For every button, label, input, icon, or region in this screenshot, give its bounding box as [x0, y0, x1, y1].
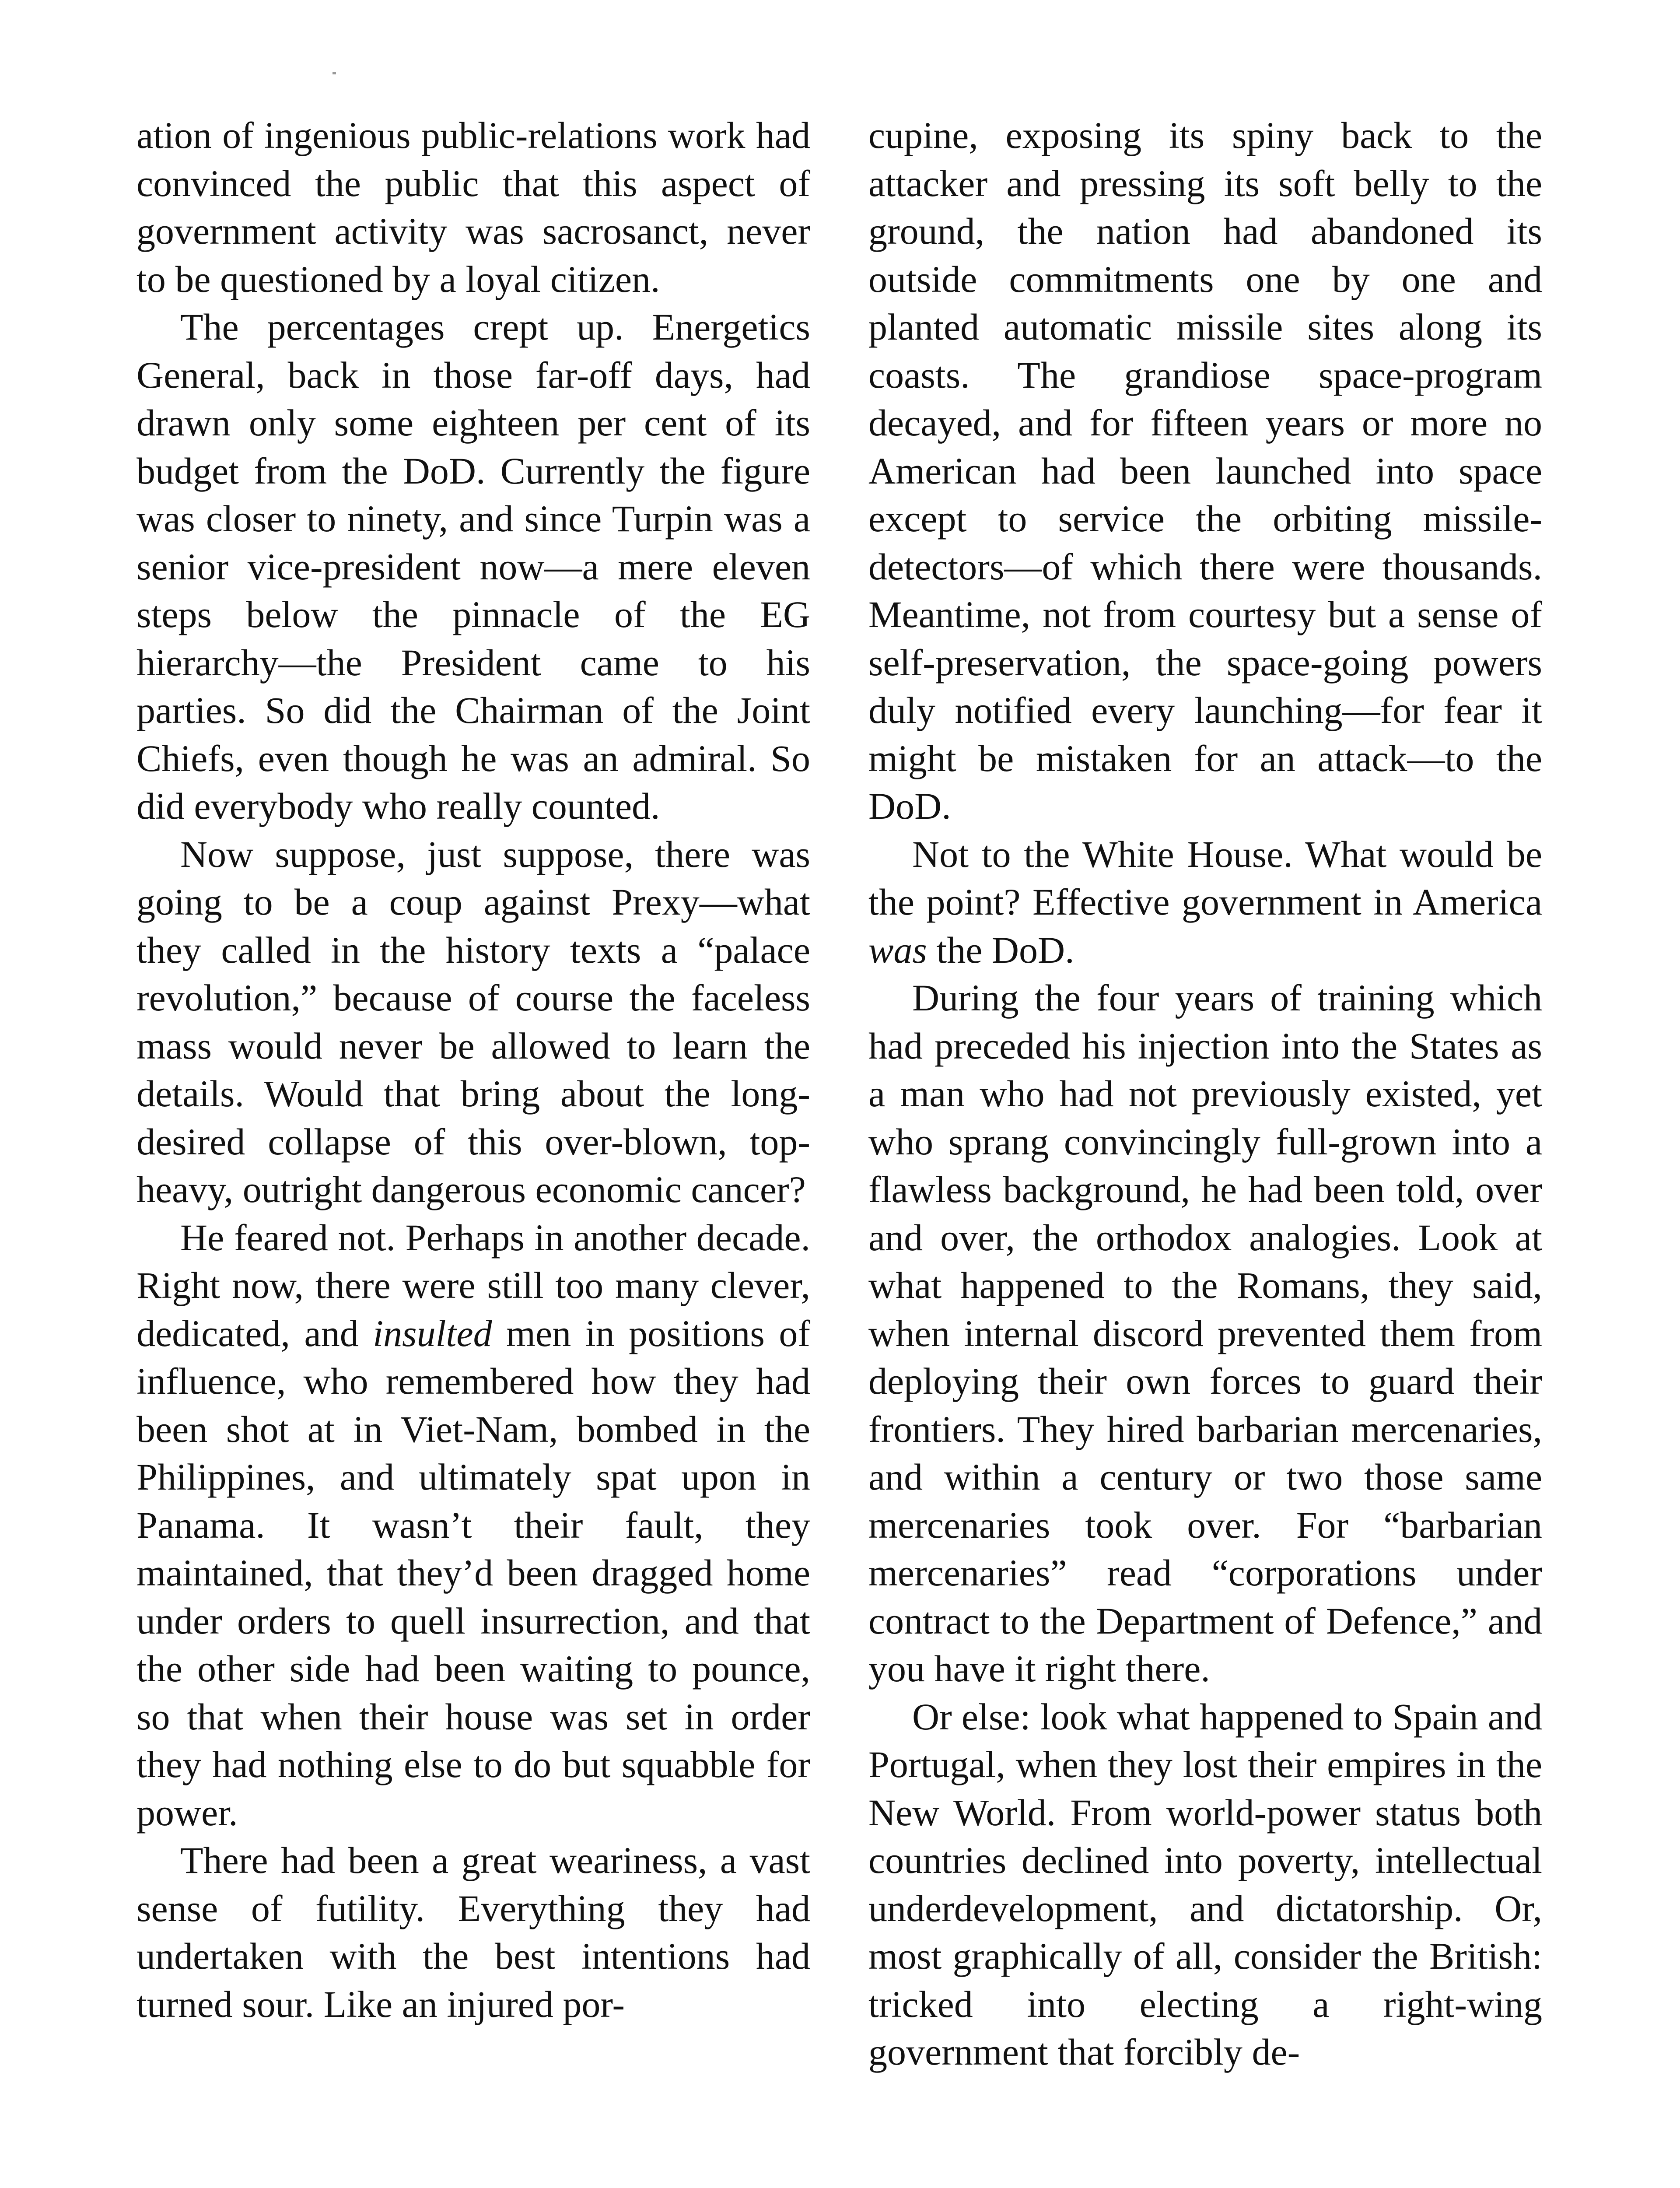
paragraph: During the four years of training which had preceded his injection into the States as a man who had not previously existed, yet who sprang convincingly full-grown into a flawless background, he had been told, over and over, the orthodox analogies. Look at what happened to the Romans, they said, when internal discord prevented them from deploying their own forces to guard their frontiers. They hired barbarian mercenaries, and within a century or two those same mercenaries took over. For “barbarian mercenaries” read “corporations under contract to the Department of Defence,” and you have it right there. — [868, 977, 1542, 1690]
paragraph: cupine, exposing its spiny back to the attacker and pressing its soft belly to the ground, the nation had abandoned its outside commitments one by one and planted automatic missile sites along its coasts. The grandiose space-program decayed, and for fifteen years or more no American had been launched into space except to service the orbiting missile-detectors—of which there were thousands. Meantime, not from courtesy but a sense of self-preservation, the space-going powers duly notified every launching—for fear it might be mistaken for an attack—to the DoD. — [868, 114, 1542, 827]
paragraph-text: Not to the White House. What would be the point? Effective government in America — [868, 833, 1542, 923]
paragraph: There had been a great weariness, a vast sense of futility. Everything they had undertaken with the best intentions had turned sour. Like an injured por- — [136, 1839, 810, 2025]
print-speck — [332, 72, 336, 74]
paragraph: ation of ingenious public-relations work had convinced the public that this aspect of government activity was sacrosanct, never to be questioned by a loyal citizen. — [136, 114, 810, 300]
paragraph: Now suppose, just suppose, there was going to be a coup against Prexy—what they called in the history texts a “palace revolution,” because of course the faceless mass would never be allowed to learn the details. Would that bring about the long-desired collapse of this over-blown, top-heavy, outright dangerous economic cancer? — [136, 833, 810, 1210]
text-column-right — [868, 112, 1542, 2076]
paragraph: Or else: look what happened to Spain and Portugal, when they lost their empires in the New World. From world-power status both countries declined into poverty, intellectual underdevelopment, and dictatorship. Or, most graphically of all, consider the British: tricked into electing a right-wing government that forcibly de- — [868, 1695, 1542, 2073]
text-column-left — [136, 112, 810, 2028]
paragraph-text: the DoD. — [927, 929, 1074, 971]
paragraph-text: men in positions of influence, who remembered how they had been shot at in Viet-Nam, bombed in the Philippines, and ultimately spat upon in Panama. It wasn’t their fault, they maintained, that they’d been dragged home under orders to quell insurrection, and that the other side had been waiting to pounce, so that when their house was set in order they had nothing else to do but squabble for power. — [136, 1312, 810, 1834]
paragraph: The percentages crept up. Energetics General, back in those far-off days, had drawn only some eighteen per cent of its budget from the DoD. Currently the figure was closer to ninety, and since Turpin was a senior vice-president now—a mere eleven steps below the pinnacle of the EG hierarchy—the President came to his parties. So did the Chairman of the Joint Chiefs, even though he was an admiral. So did everybody who really counted. — [136, 306, 810, 827]
emphasis-text: was — [868, 929, 927, 971]
paragraph — [136, 1214, 810, 1837]
paragraph — [868, 831, 1542, 975]
emphasis-text: insulted — [373, 1312, 492, 1354]
paragraph-text: He feared not. Perhaps in another decade. Right now, there were still too many clever, dedicated, and — [136, 1216, 810, 1354]
